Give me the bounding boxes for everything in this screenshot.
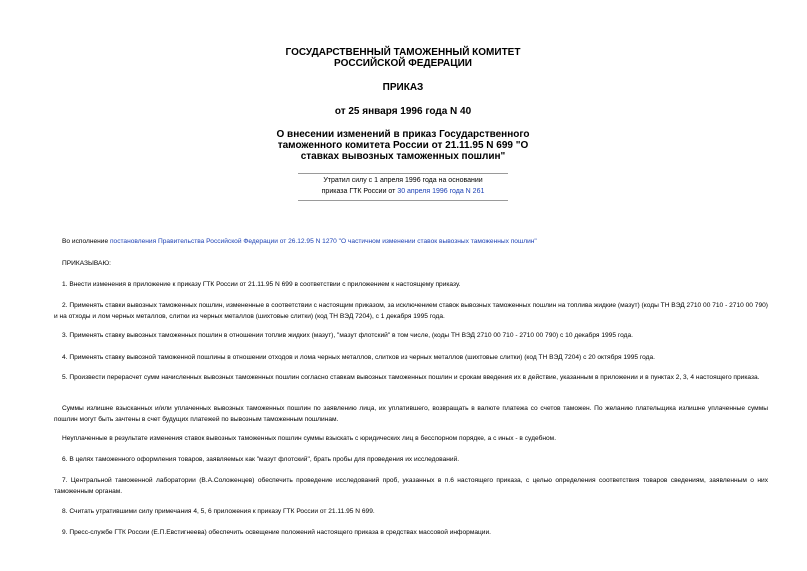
title-line-3: ставках вывозных таможенных пошлин"	[300, 151, 506, 162]
list-item: 9. Пресс-службе ГТК России (Е.П.Евстигнеева) обеспечить освещение положений настоящего приказа в средствах массовой информации.	[62, 529, 491, 536]
list-item: 1. Внести изменения в приложение к приказу ГТК России от 21.11.95 N 699 в соответствии с приложением к настоящему приказу.	[62, 281, 461, 288]
list-item: 8. Считать утратившими силу примечания 4, 5, 6 приложения к приказу ГТК России от 21.11.95 N 699.	[62, 508, 375, 515]
agency-line-1: ГОСУДАРСТВЕННЫЙ ТАМОЖЕННЫЙ КОМИТЕТ	[285, 47, 521, 58]
list-item: 4. Применять ставку вывозной таможенной пошлины в отношении отходов и лома черных металлов, слитков из черных металлов (шихтовые слитки) (код ТН ВЭД 7204) с 20 октября 1995 года.	[62, 354, 655, 361]
status-note	[298, 173, 508, 201]
title-line-2: таможенного комитета России от 21.11.95 N 699 "О	[277, 140, 529, 151]
list-item: Суммы излишне взысканных и/или уплаченных вывозных таможенных пошлин по заявлению лица, их уплатившего, возвращать в валюте платежа со счетов таможен. По желанию плательщика излишне уплаченные суммы пошлин могут быть зачтены в счет будущих платежей по вывозным таможенным пошлинам.	[54, 405, 768, 423]
list-item: 7. Центральной таможенной лаборатории (В.А.Соложенцев) обеспечить проведение исследований проб, указанных в п.6 настоящего приказа, с целью определения соответствия товаров сведениям, заявленным о них таможенным органам.	[54, 477, 768, 495]
status-note-prefix: приказа ГТК России от	[321, 188, 398, 195]
list-item: Неуплаченные в результате изменения ставок вывозных таможенных пошлин суммы взыскать с юридических лиц в бесспорном порядке, а с иных - в судебном.	[62, 435, 557, 442]
government-resolution-link[interactable]: постановления Правительства Российской Федерации от 26.12.95 N 1270 "О частичном изменении ставок вывозных таможенных пошлин"	[109, 238, 537, 245]
repeal-order-link[interactable]: 30 апреля 1996 года N 261	[397, 188, 485, 195]
document-title	[253, 129, 553, 162]
order-word: ПРИКАЗЫВАЮ:	[62, 260, 111, 267]
document-date-number: от 25 января 1996 года N 40	[334, 106, 472, 117]
list-item: 3. Применять ставку вывозных таможенных пошлин в отношении топлив жидких (мазут), "мазут флотский" в том числе, (коды ТН ВЭД 2710 00 710 - 2710 00 790) с 10 декабря 1995 года.	[62, 332, 633, 339]
agency-name	[203, 47, 603, 69]
document-type: ПРИКАЗ	[382, 82, 424, 93]
list-item: 5. Произвести перерасчет сумм начисленных вывозных таможенных пошлин согласно ставкам вывозных таможенных пошлин и срокам введения их в действие, указанным в приложении и в пунктах 2, 3, 4 настоящего приказа.	[62, 374, 760, 381]
intro-prefix: Во исполнение	[62, 238, 110, 245]
agency-line-2: РОССИЙСКОЙ ФЕДЕРАЦИИ	[334, 58, 472, 69]
title-line-1: О внесении изменений в приказ Государственного	[276, 129, 530, 140]
list-item: 6. В целях таможенного оформления товаров, заявляемых как "мазут флотский", брать пробы для проведения их исследований.	[62, 456, 460, 463]
intro-paragraph	[54, 236, 768, 247]
status-note-line-2	[298, 186, 508, 197]
list-item: 2. Применять ставки вывозных таможенных пошлин, измененные в соответствии с настоящим приказом, за исключением ставок вывозных таможенных пошлин на топлива жидкие (мазут) (коды ТН ВЭД 2710 00 710 - 2710 00 790) и на отходы и лом черных металлов, слитки из черных металлов (шихтовые слитки) (код ТН ВЭД 7204), с 1 декабря 1995 года.	[54, 302, 768, 320]
status-note-line-1: Утратил силу с 1 апреля 1996 года на основании	[323, 177, 483, 184]
